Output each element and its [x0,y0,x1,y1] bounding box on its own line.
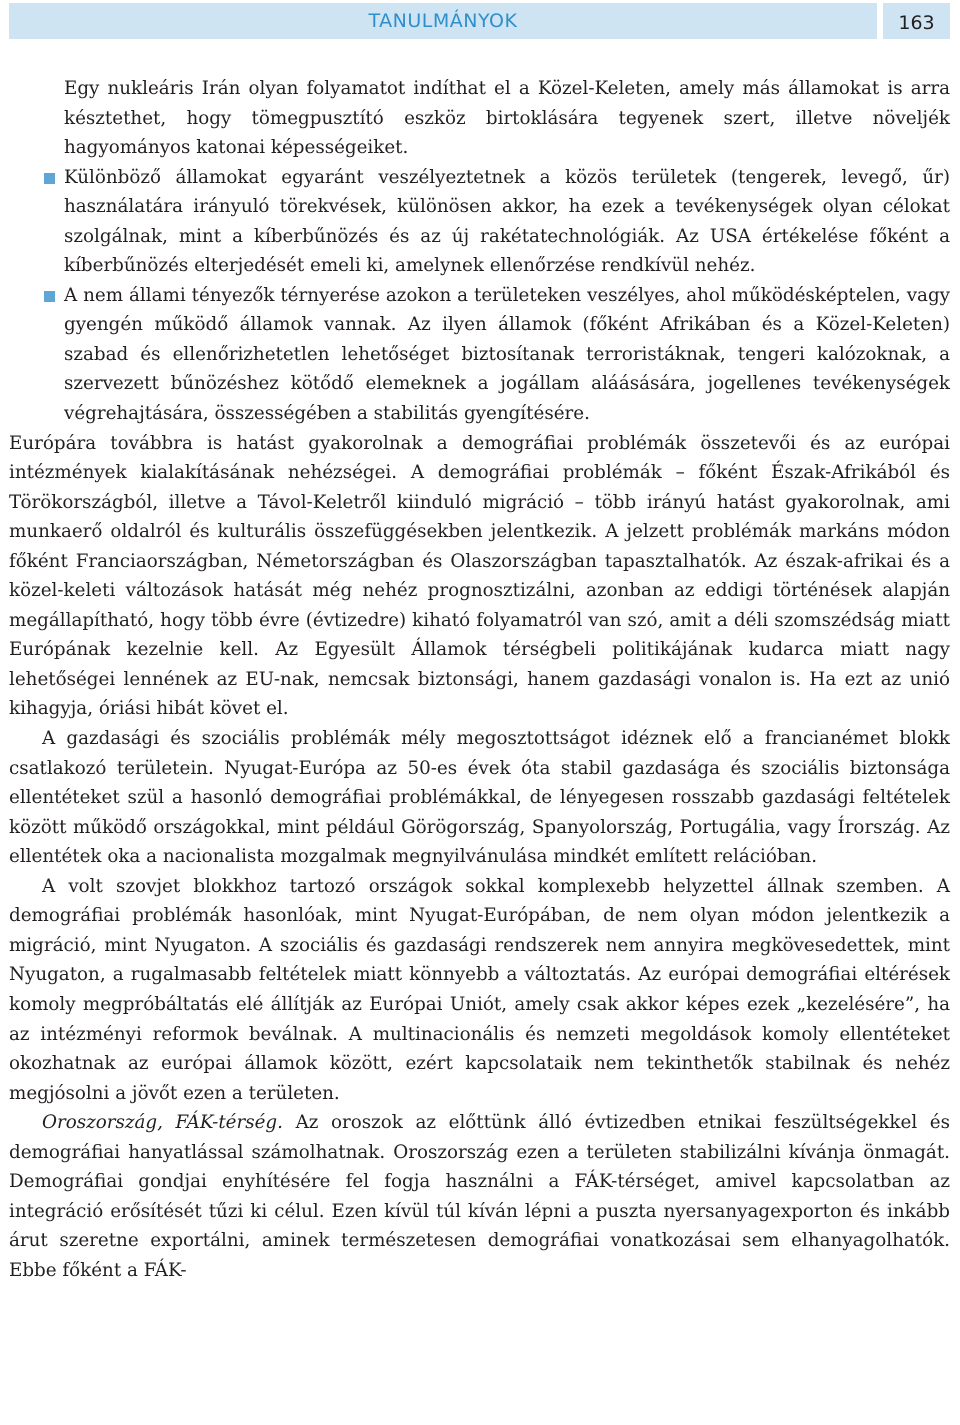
paragraph-nuclear-iran: Egy nukleáris Irán olyan folyamatot indíthat el a Közel-Keleten, amely más államokat is arra késztethet, hogy tömegpusztító eszköz birtoklására tegyenek szert, illetve növeljék hagyományos katonai képességeiket. [64,78,950,159]
russia-cis-heading: Oroszország, FÁK-térség. [42,1112,283,1134]
paragraph-soviet-bloc: A volt szovjet blokkhoz tartozó országok sokkal komplexebb helyzettel állnak szemben. A demográfiai problémák hasonlóak, mint Nyugat-Európában, de nem olyan módon jelentkezik a migráció, mint Nyugaton. A szociális és gazdasági rendszerek nem annyira megkövesedettek, mint Nyugaton, a rugalmasabb feltételek miatt könnyebb a változtatás. Az európai demográfiai eltérések komoly megpróbáltatás elé állítják az Európai Uniót, amely csak akkor képes ezek „kezelésére”, ha az intézményi reformok beválnak. A multinacionális és nemzeti megoldások komoly ellentéteket okozhatnak az európai államok között, ezért kapcsolataik nem tekinthetők stabilnak és nehéz megjósolni a jövőt ezen a területen. [9,875,950,1104]
square-bullet-icon [44,291,55,302]
russia-cis-text: Az oroszok az előttünk álló évtizedben etnikai feszültségekkel és demográfiai hanyatlással számolhatnak. Oroszország ezen a területen stabilizálni kívánja önmagát. Demográfiai gondjai enyhítésére fel fogja használni a FÁK-térséget, amivel kapcsolatban az integráció erősítését tűzi ki célul. Ezen kívül túl kíván lépni a puszta nyersanyagexporton és inkább árut szeretne exportálni, aminek természetesen demográfiai vonatkozásai sem elhanyagolhatók. Ebbe főként a FÁK- [9,1112,950,1281]
paragraph-russia-cis [9,1108,950,1285]
bullet-item-non-state-actors [9,281,950,429]
square-bullet-icon [44,173,55,184]
page-number: 163 [883,3,950,39]
bullet-item-common-areas [9,163,950,281]
article-body [9,74,950,1285]
bullet-text-non-state-actors: A nem állami tényezők térnyerése azokon a területeken veszélyes, ahol működésképtelen, vagy gyengén működő államok vannak. Az ilyen államok (főként Afrikában és a Közel-Keleten) szabad és ellenőrizhetetlen lehetőséget biztosítanak terroristáknak, tengeri kalózoknak, a szervezett bűnözéshez kötődő elemeknek a jogállam aláásására, jogellenes tevékenységek végrehajtására, összességében a stabilitás gyengítésére. [64,284,950,425]
section-title: TANULMÁNYOK [368,10,518,32]
bullet-text-common-areas: Különböző államokat egyaránt veszélyeztetnek a közös területek (tengerek, levegő, űr) használatára irányuló törekvések, különösen akkor, ha ezek a tevékenységek olyan célokat szolgálnak, mint a kíberbűnözés és az új rakétatechnológiák. Az USA értékelése főként a kíberbűnözés elterjedését emeli ki, amelynek ellenőrzése rendkívül nehéz. [64,166,950,277]
paragraph-economic-social: A gazdasági és szociális problémák mély megosztottságot idéznek elő a francianémet blokk csatlakozó területein. Nyugat-Európa az 50-es évek óta stabil gazdasága és szociális biztonsága ellentéteket szül a hasonló demográfiai problémákkal, de lényegesen rosszabb gazdasági feltételek között működő országokkal, mint például Görögország, Spanyolország, Portugália, vagy Írország. Az ellentétek oka a nacionalista mozgalmak megnyilvánulása mindkét említett relációban. [9,728,950,868]
paragraph-europe-demography: Európára továbbra is hatást gyakorolnak a demográfiai problémák összetevői és az európai intézmények kialakításának nehézségei. A demográfiai problémák – főként Észak-Afrikából és Törökországból, illetve a Távol-Keletről kiinduló migráció – több irányú hatást gyakorolnak, ami munkaerő oldalról és kulturális összefüggésekben jelentkezik. A jelzett problémák markáns módon főként Franciaországban, Németországban és Olaszországban tapasztalhatók. Az észak-afrikai és a közel-keleti változások hatását még nehéz prognosztizálni, azonban az eddigi történések alapján megállapítható, hogy több évre (évtizedre) kiható folyamatról van szó, amit a déli szomszédság miatt Európának kezelnie kell. Az Egyesült Államok térségbeli politikájának kudarca miatt nagy lehetőségei lennének az EU-nak, nemcsak biztonsági, hanem gazdasági vonalon is. Ha ezt az unió kihagyja, óriási hibát követ el. [9,432,950,720]
page-header [9,3,950,39]
